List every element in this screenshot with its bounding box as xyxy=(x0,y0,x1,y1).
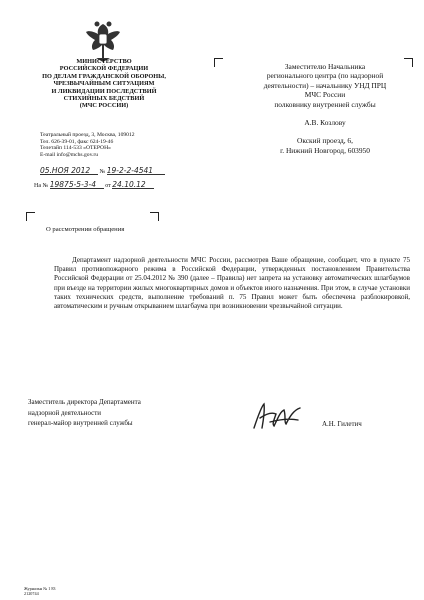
recipient-line: МЧС России xyxy=(304,90,346,100)
recipient-line: деятельности) – начальнику УНД ПРЦ xyxy=(263,80,387,90)
recipient-line: регионального центра (по надзорной xyxy=(266,71,384,81)
recipient-address: Окский проезд, 6, xyxy=(297,136,353,146)
reference-label: На № xyxy=(34,183,49,189)
registration-date: 05.НОЯ 2012 xyxy=(40,166,98,175)
ministry-line: РОССИЙСКОЙ ФЕДЕРАЦИИ xyxy=(59,65,149,73)
signatory-name: А.Н. Гилетич xyxy=(322,420,362,428)
contact-address: Театральный проезд, 3, Москва, 109012 xyxy=(40,132,135,138)
footer-code: 2120744 xyxy=(24,591,39,596)
footer-journal: Журнальн № 1 83 xyxy=(24,586,56,591)
handwritten-signature xyxy=(250,398,304,434)
ministry-line: ПО ДЕЛАМ ГРАЖДАНСКОЙ ОБОРОНЫ, xyxy=(42,72,166,80)
reference-line xyxy=(34,180,154,189)
letter-body: Департамент надзорной деятельности МЧС России, рассмотрев Ваше обращение, сообщает, что в пункте 75 Правил противопожарного режима в Российской Федерации, утвержденных постановлением Правительства Российской Федерации от 25.04.2012 № 390 (далее – Правила) нет запрета на установку автоматических шлагбаумов при въезде на территории жилых многоквартирных домов и объектов иного назначения. При этом, в случае установки таких технических средств, выполнение требований п. 75 Правил может быть обеспечена разблокировкой, автоматическим и ручным открыванием шлагбаума при возникновении чрезвычайной ситуации. xyxy=(54,256,410,311)
recipient-line: Заместителю Начальника xyxy=(284,62,366,71)
registration-line xyxy=(40,166,165,175)
subject-corner-mark xyxy=(26,212,35,221)
recipient-block xyxy=(240,62,410,155)
footer-note xyxy=(24,586,56,596)
signatory-title-line: генерал-майор внутренней службы xyxy=(28,419,133,428)
subject-corner-mark xyxy=(150,212,159,221)
ministry-contacts xyxy=(40,132,180,158)
address-corner-mark xyxy=(214,58,223,67)
recipient-name: А.В. Козлову xyxy=(304,118,346,128)
ministry-line: И ЛИКВИДАЦИИ ПОСЛЕДСТВИЙ xyxy=(51,87,157,95)
recipient-line: полковнику внутренней службы xyxy=(274,99,376,109)
contact-phone: Тел. 626-39-01, факс 624-19-46 xyxy=(40,138,114,145)
registration-number: 19-2-2-4541 xyxy=(107,166,165,175)
signatory-title-line: Заместитель директора Департамента xyxy=(28,398,141,406)
ministry-line: МИНИСТЕРСТВО xyxy=(76,58,132,65)
contact-teletype: Телетайп 114-533 «ОТЕРОН» xyxy=(40,145,111,152)
contact-email: E-mail info@mchs.gov.ru xyxy=(40,151,99,158)
ministry-line: ЧРЕЗВЫЧАЙНЫМ СИТУАЦИЯМ xyxy=(53,80,155,88)
recipient-city: г. Нижний Новгород, 603950 xyxy=(280,145,370,155)
registration-number-label: № xyxy=(99,169,106,175)
ministry-line: (МЧС РОССИИ) xyxy=(79,102,129,110)
reference-number: 19875-5-3-4 xyxy=(50,180,104,189)
ministry-line: СТИХИЙНЫХ БЕДСТВИЙ xyxy=(63,95,145,103)
signatory-title xyxy=(28,397,141,429)
reference-date: 24.10.12 xyxy=(112,180,154,189)
reference-from-label: от xyxy=(105,183,111,189)
ministry-header xyxy=(34,58,174,110)
signatory-title-line: надзорной деятельности xyxy=(28,408,102,417)
subject-line: О рассмотрении обращения xyxy=(46,226,125,233)
